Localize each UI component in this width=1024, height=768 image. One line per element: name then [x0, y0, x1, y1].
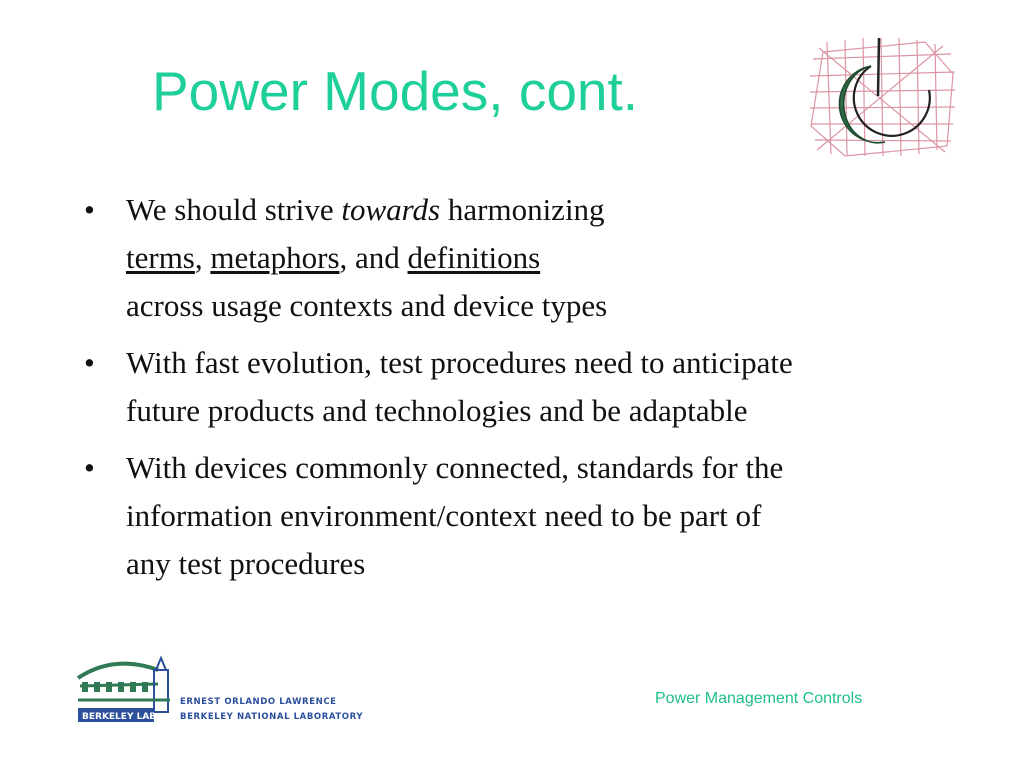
bullet-item — [84, 444, 994, 588]
bullet-dot: • — [84, 450, 95, 485]
bullet-line: information environment/context need to be part of — [126, 498, 762, 533]
bullet-line — [126, 234, 994, 282]
bullet-line: across usage contexts and device types — [126, 288, 608, 323]
text-run: , and — [339, 240, 408, 275]
lab-name-line2: BERKELEY NATIONAL LABORATORY — [180, 712, 364, 722]
lab-tag-text: BERKELEY LAB — [82, 712, 157, 722]
footer-title: Power Management Controls — [655, 690, 863, 707]
berkeley-lab-logo — [74, 652, 364, 724]
bullet-line: any test procedures — [126, 546, 366, 581]
bullet-dot: • — [84, 345, 95, 380]
bullet-line: future products and technologies and be adaptable — [126, 393, 748, 428]
emphasis-text: towards — [341, 192, 441, 227]
lab-name-line1: ERNEST ORLANDO LAWRENCE — [180, 697, 337, 707]
bullet-line: With devices commonly connected, standards for the — [126, 450, 784, 485]
bullet-item — [84, 186, 994, 330]
underlined-definitions: definitions — [407, 240, 541, 275]
slide-title: Power Modes, cont. — [152, 60, 639, 122]
text-run: harmonizing — [440, 192, 605, 227]
underlined-terms: terms — [126, 240, 195, 275]
underlined-metaphors: metaphors — [210, 240, 340, 275]
bullet-dot: • — [84, 192, 95, 227]
bullet-item — [84, 339, 994, 435]
power-symbol-icon — [805, 34, 957, 160]
bullet-list — [84, 186, 994, 597]
text-run: , — [194, 240, 211, 275]
bullet-line: With fast evolution, test procedures need to anticipate — [126, 345, 793, 380]
bullet-line — [126, 186, 994, 234]
text-run: We should strive — [126, 192, 342, 227]
